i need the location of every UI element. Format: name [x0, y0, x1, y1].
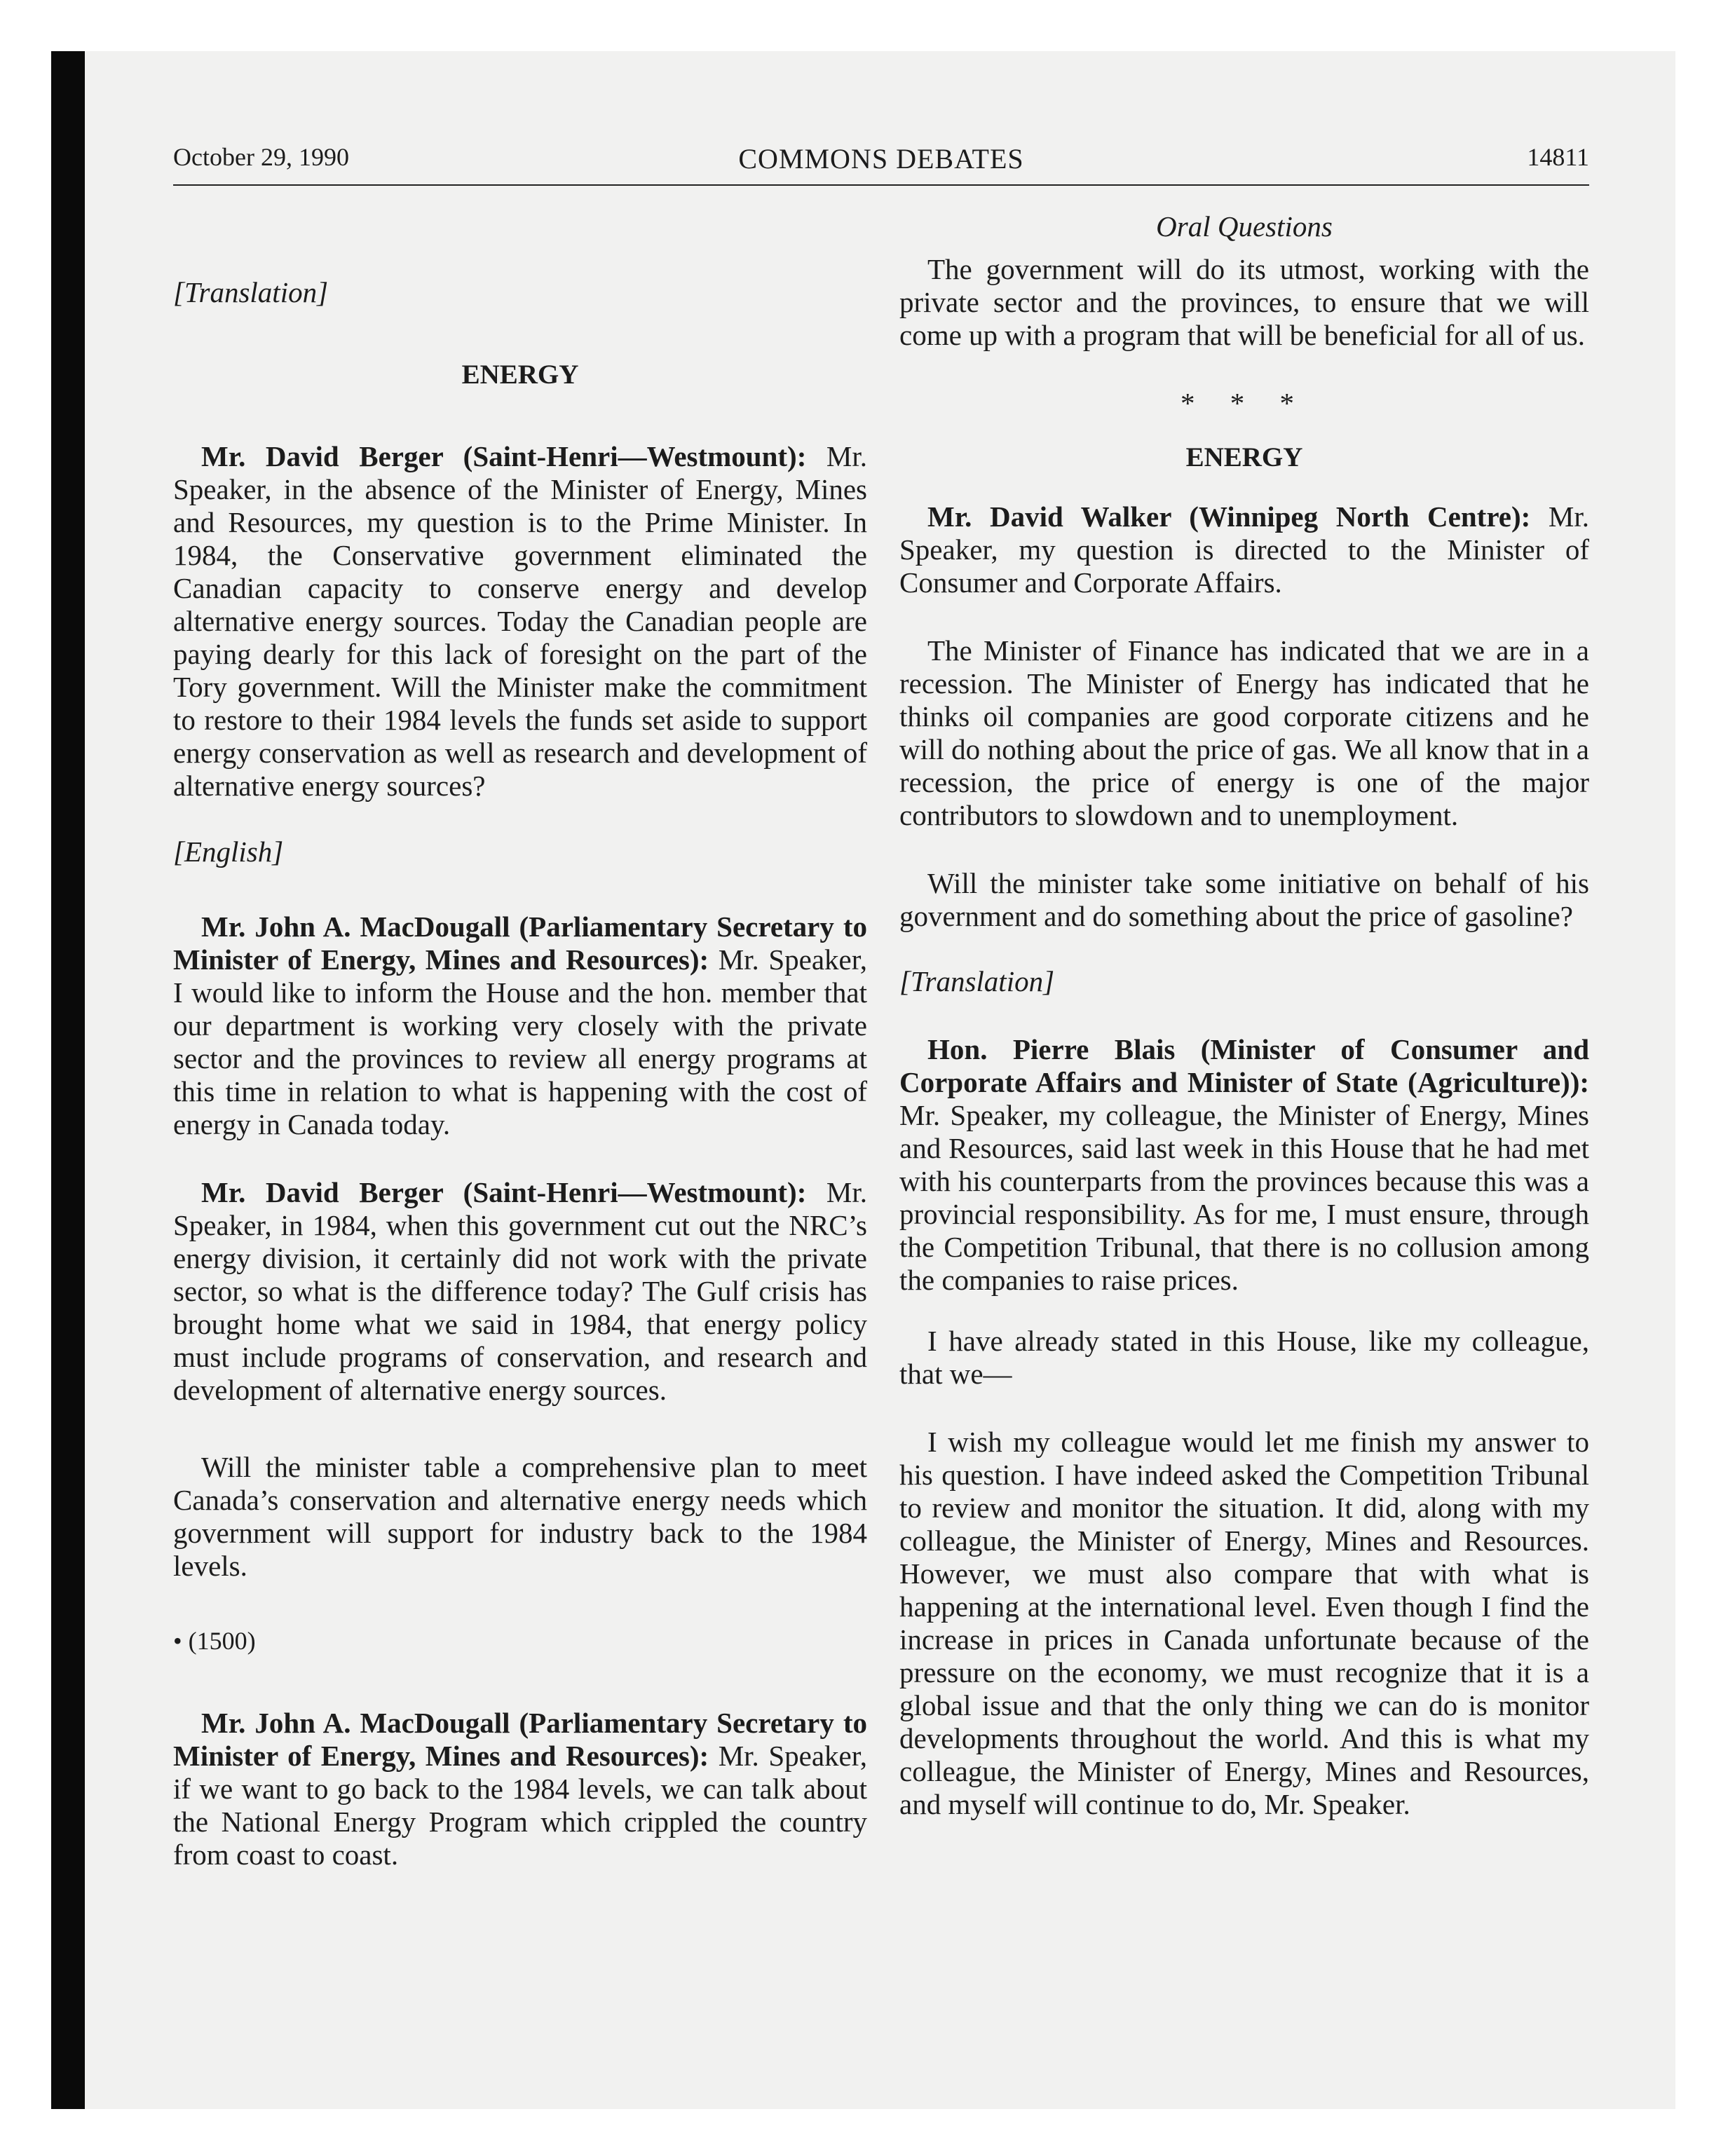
scan-border [0, 0, 51, 2156]
speech-walker-3: Will the minister take some initiative on behalf of his government and do something about the price of gasoline? [899, 867, 1589, 932]
header-page-number: 14811 [1527, 143, 1589, 171]
left-column [173, 210, 867, 1871]
speech-macdougall-1 [173, 910, 867, 1141]
section-heading-energy: ENERGY [461, 360, 579, 390]
speech-text: Mr. Speaker, in the absence of the Minister of Energy, Mines and Resources, my question is to the Prime Minister. In 1984, the Conservative government eliminated the Canadian capacity to conserve energy and develop alternative energy sources. Today the Canadian people are paying dearly for this lack of foresight on the part of the Tory government. Will the Minister make the commitment to restore to their 1984 levels the funds set aside to support energy conservation as well as research and development of alternative energy sources? [173, 440, 867, 802]
header-title: COMMONS DEBATES [738, 143, 1024, 175]
speaker-name: Hon. Pierre Blais (Minister of Consumer and Corporate Affairs and Minister of State (Agriculture)): [899, 1033, 1589, 1098]
speech-walker-2: The Minister of Finance has indicated that we are in a recession. The Minister of Energy has indicated that he thinks oil companies are good corporate citizens and he will do nothing about the price of gas. We all know that in a recession, the price of energy is one of the major contributors to slowdown and to unemployment. [899, 634, 1589, 831]
speaker-name: Mr. David Berger (Saint-Henri—Westmount): [201, 1176, 807, 1208]
translation-tag: [Translation] [899, 965, 1055, 997]
speaker-name: Mr. John A. MacDougall (Parliamentary Secretary to Minister of Energy, Mines and Resources): [173, 1707, 867, 1772]
header-date: October 29, 1990 [173, 143, 349, 171]
speech-blais-3: I wish my colleague would let me finish my answer to his question. I have indeed asked the Competition Tribunal to review and monitor the situation. It did, along with my colleague, the Minister of Energy, Mines and Resources. However, we must also compare that with what is happening at the international level. Even though I find the increase in prices in Canada unfortunate because of the pressure on the economy, we must recognize that it is a global issue and that the only thing we can do is monitor developments throughout the world. And this is what my colleague, the Minister of Energy, Mines and Resources, and myself will continue to do, Mr. Speaker. [899, 1426, 1589, 1820]
speech-text: Mr. Speaker, my question is directed to the Minister of Consumer and Corporate Affairs. [899, 500, 1589, 599]
translation-tag: [Translation] [173, 276, 329, 308]
speech-macdougall-3: The government will do its utmost, working with the private sector and the provinces, to ensure that we will come up with a program that will be beneficial for all of us. [899, 253, 1589, 351]
speech-text: Mr. Speaker, I would like to inform the House and the hon. member that our department is working very closely with the private sector and the provinces to review all energy programs at this time in relation to what is happening with the cost of energy in Canada today. [173, 943, 867, 1140]
speech-text: Mr. Speaker, in 1984, when this government cut out the NRC’s energy division, it certainly did not work with the private sector, so what is the difference today? The Gulf crisis has brought home what we said in 1984, that energy policy must include programs of conservation, and research and development of alternative energy sources. [173, 1176, 867, 1406]
speaker-name: Mr. David Berger (Saint-Henri—Westmount): [201, 440, 807, 472]
speech-blais-2: I have already stated in this House, like my colleague, that we— [899, 1325, 1589, 1390]
speech-berger-1 [173, 440, 867, 803]
time-marker: • (1500) [173, 1627, 256, 1655]
speaker-name: Mr. John A. MacDougall (Parliamentary Secretary to Minister of Energy, Mines and Resources): [173, 910, 867, 976]
page-header [173, 142, 1589, 186]
speech-text: Mr. Speaker, my colleague, the Minister of Energy, Mines and Resources, said last week in this House that he had met with his counterparts from the provinces because this was a provincial responsibility. As for me, I must ensure, through the Competition Tribunal, that there is no collusion among the companies to raise prices. [899, 1099, 1589, 1296]
speech-berger-2 [173, 1176, 867, 1407]
speech-berger-3: Will the minister table a comprehensive plan to meet Canada’s conservation and alternative energy needs which government will support for industry back to the 1984 levels. [173, 1451, 867, 1582]
speaker-name: Mr. David Walker (Winnipeg North Centre): [927, 500, 1531, 533]
speech-text: Mr. Speaker, if we want to go back to the 1984 levels, we can talk about the National Energy Program which crippled the country from coast to coast. [173, 1740, 867, 1871]
english-tag: [English] [173, 835, 284, 868]
running-head: Oral Questions [1156, 210, 1333, 243]
section-heading-energy: ENERGY [1185, 442, 1303, 472]
speech-macdougall-2 [173, 1707, 867, 1871]
section-separator: * * * [1181, 387, 1308, 419]
speech-walker-1 [899, 500, 1589, 599]
right-column [899, 210, 1589, 1821]
scan-binding-shadow [51, 51, 85, 2109]
speech-blais-1 [899, 1033, 1589, 1297]
